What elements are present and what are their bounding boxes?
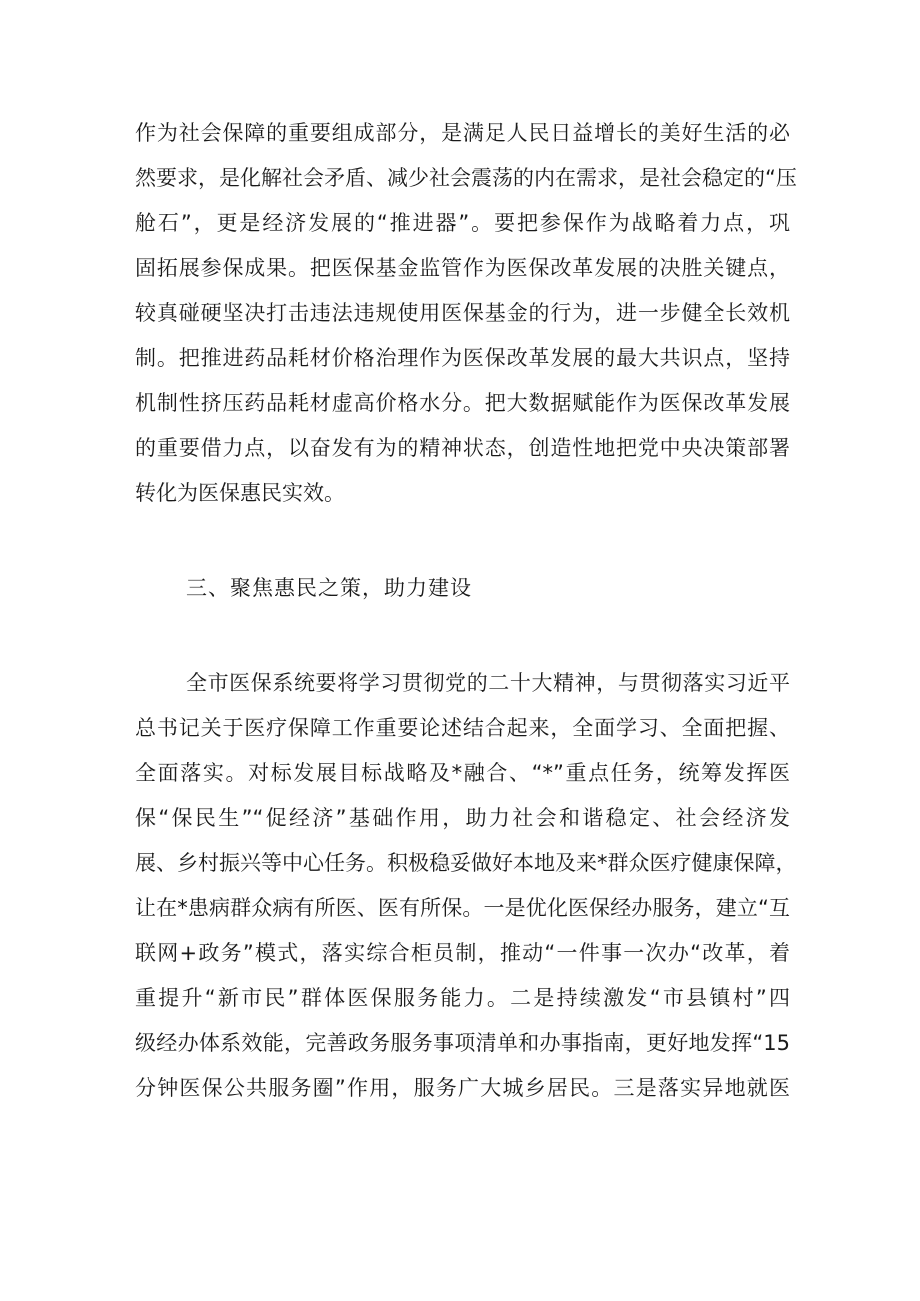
- paragraph-line: 制。把推进药品耗材价格治理作为医保改革发展的最大共识点，坚持: [135, 346, 790, 370]
- section-heading: 三、聚焦惠民之策，助力建设: [186, 576, 472, 600]
- paragraph-line: 重提升“新市民”群体医保服务能力。二是持续激发“市县镇村”四: [135, 986, 790, 1010]
- paragraph-line: 作为社会保障的重要组成部分，是满足人民日益增长的美好生活的必: [135, 121, 790, 145]
- paragraph-line: 转化为医保惠民实效。: [135, 481, 345, 505]
- paragraph-line: 较真碰硬坚决打击违法违规使用医保基金的行为，进一步健全长效机: [135, 301, 790, 325]
- paragraph-line: 全市医保系统要将学习贯彻党的二十大精神，与贯彻落实习近平: [186, 671, 790, 695]
- paragraph-line: 然要求，是化解社会矛盾、减少社会震荡的内在需求，是社会稳定的“压: [135, 166, 797, 190]
- paragraph-line: 级经办体系效能，完善政务服务事项清单和办事指南，更好地发挥“15: [135, 1031, 790, 1055]
- paragraph-line: 舱石”，更是经济发展的“推进器”。要把参保作为战略着力点，巩: [135, 211, 790, 235]
- paragraph-line: 机制性挤压药品耗材虚高价格水分。把大数据赋能作为医保改革发展: [135, 391, 790, 415]
- paragraph-line: 的重要借力点，以奋发有为的精神状态，创造性地把党中央决策部署: [135, 436, 790, 460]
- paragraph-line: 联网+政务”模式，落实综合柜员制，推动“一件事一次办“改革，着: [135, 941, 790, 965]
- paragraph-line: 让在*患病群众病有所医、医有所保。一是优化医保经办服务，建立“互: [135, 896, 790, 920]
- paragraph-line: 固拓展参保成果。把医保基金监管作为医保改革发展的决胜关键点，: [135, 256, 790, 280]
- paragraph-line: 保“保民生”“促经济”基础作用，助力社会和谐稳定、社会经济发: [135, 806, 790, 830]
- paragraph-line: 全面落实。对标发展目标战略及*融合、“*”重点任务，统筹发挥医: [135, 761, 790, 785]
- paragraph-line: 展、乡村振兴等中心任务。积极稳妥做好本地及来*群众医疗健康保障，: [135, 851, 797, 875]
- paragraph-line: 总书记关于医疗保障工作重要论述结合起来，全面学习、全面把握、: [135, 716, 790, 740]
- paragraph-line: 分钟医保公共服务圈”作用，服务广大城乡居民。三是落实异地就医: [135, 1076, 790, 1100]
